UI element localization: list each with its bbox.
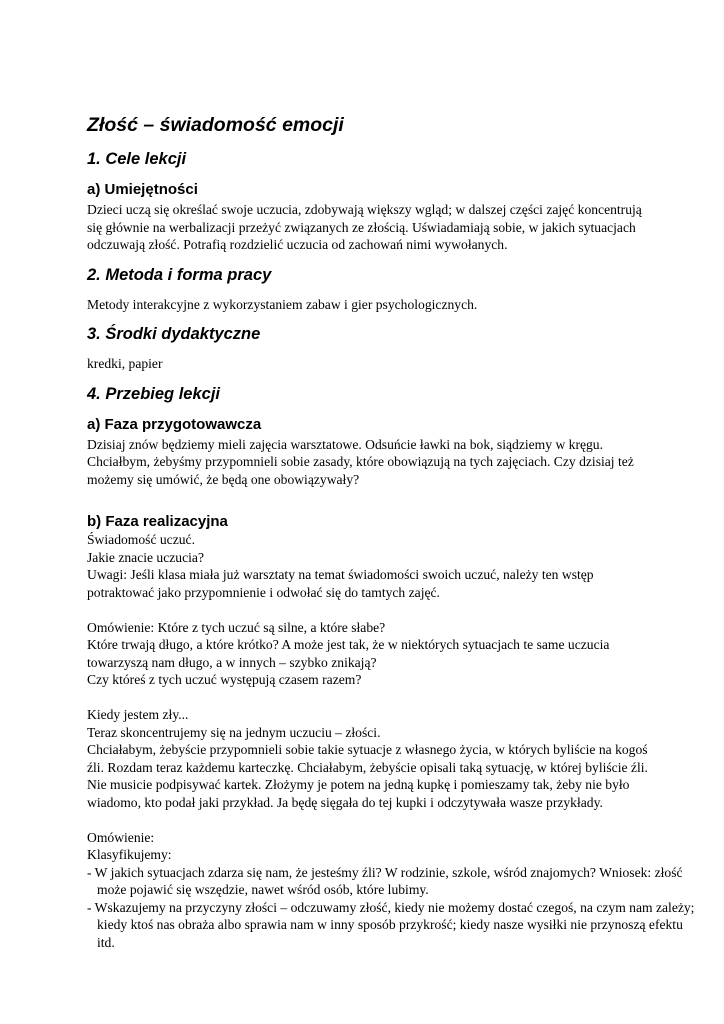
section-2-text: Metody interakcyjne z wykorzystaniem zabaw i gier psychologicznych.	[87, 296, 478, 312]
text-line: Dzieci uczą się określać swoje uczucia, zdobywają większy wgląd; w dalszej części zajęć koncentrują	[87, 202, 642, 217]
section-1a-text	[87, 201, 702, 254]
text-line: potraktować jako przypomnienie i odwołać się do tamtych zajęć.	[87, 584, 440, 600]
text-line: Jakie znacie uczucia?	[87, 549, 204, 565]
text-line: Chciałbym, żebyśmy przypomnieli sobie zasady, które obowiązują na tych zajęciach. Czy dzisiaj też	[87, 454, 634, 469]
text-line: źli. Rozdam teraz każdemu karteczkę. Chciałabym, żebyście opisali taką sytuację, w której byliście źli.	[87, 759, 648, 775]
list-item: - Wskazujemy na przyczyny złości – odczuwamy złość, kiedy nie możemy dostać czegoś, na czym nam zależy; kiedy ktoś nas obraża albo sprawia nam w inny sposób przykrość; kiedy nasze wysiłki nie przynoszą efektu itd.	[87, 899, 695, 950]
list-item: - W jakich sytuacjach zdarza się nam, że jesteśmy źli? W rodzinie, szkole, wśród znajomych? Wniosek: złość może pojawić się wszędzie, nawet wśród osób, które lubimy.	[87, 864, 683, 897]
classification-list	[87, 864, 702, 952]
text-line: możemy się umówić, że będą one obowiązywały?	[87, 471, 360, 487]
text-line: wiadomo, kto podał jaki przykład. Ja będę sięgała do tej kupki i odczytywała wasze przykłady.	[87, 794, 603, 810]
text-line: Czy któreś z tych uczuć występują czasem razem?	[87, 672, 362, 687]
text-line: Omówienie: Które z tych uczuć są silne, a które słabe?	[87, 619, 386, 635]
section-4b-heading: b) Faza realizacyjna	[87, 513, 228, 530]
section-1a-heading: a) Umiejętności	[87, 181, 198, 198]
text-line: Uwagi: Jeśli klasa miała już warsztaty na temat świadomości swoich uczuć, należy ten wstęp	[87, 567, 594, 582]
text-line: Świadomość uczuć.	[87, 532, 195, 547]
text-line: odczuwają złość. Potrafią rozdzielić uczucia od zachowań nimi wywołanych.	[87, 237, 508, 252]
document-page	[87, 112, 702, 951]
text-line: Chciałabym, żebyście przypomnieli sobie takie sytuacje z własnego życia, w których byliście na kogoś	[87, 742, 648, 757]
text-line: Dzisiaj znów będziemy mieli zajęcia warsztatowe. Odsuńcie ławki na bok, siądziemy w kręgu.	[87, 436, 604, 452]
text-line: się głównie na werbalizacji przeżyć związanych ze złością. Uświadamiają sobie, w jakich sytuacjach	[87, 219, 636, 235]
document-title: Złość – świadomość emocji	[87, 114, 344, 136]
section-2-heading: 2. Metoda i forma pracy	[87, 265, 272, 284]
text-line: towarzyszą nam długo, a w innych – szybko znikają?	[87, 654, 377, 670]
text-line: Teraz skoncentrujemy się na jednym uczuciu – złości.	[87, 724, 381, 740]
text-line: Klasyfikujemy:	[87, 847, 172, 862]
section-4-heading: 4. Przebieg lekcji	[87, 384, 220, 403]
text-line: Nie musicie podpisywać kartek. Złożymy je potem na jedną kupkę i pomieszamy tak, żeby nie było	[87, 777, 630, 792]
section-3-heading: 3. Środki dydaktyczne	[87, 325, 261, 343]
text-line: Kiedy jestem zły...	[87, 707, 189, 722]
section-1-heading: 1. Cele lekcji	[87, 150, 187, 168]
text-line: Omówienie:	[87, 829, 155, 845]
section-4b-text	[87, 531, 702, 951]
section-4a-heading: a) Faza przygotowawcza	[87, 415, 262, 433]
section-4a-text	[87, 436, 702, 489]
text-line: Które trwają długo, a które krótko? A może jest tak, że w niektórych sytuacjach te same uczucia	[87, 637, 610, 652]
section-3-text: kredki, papier	[87, 356, 163, 371]
